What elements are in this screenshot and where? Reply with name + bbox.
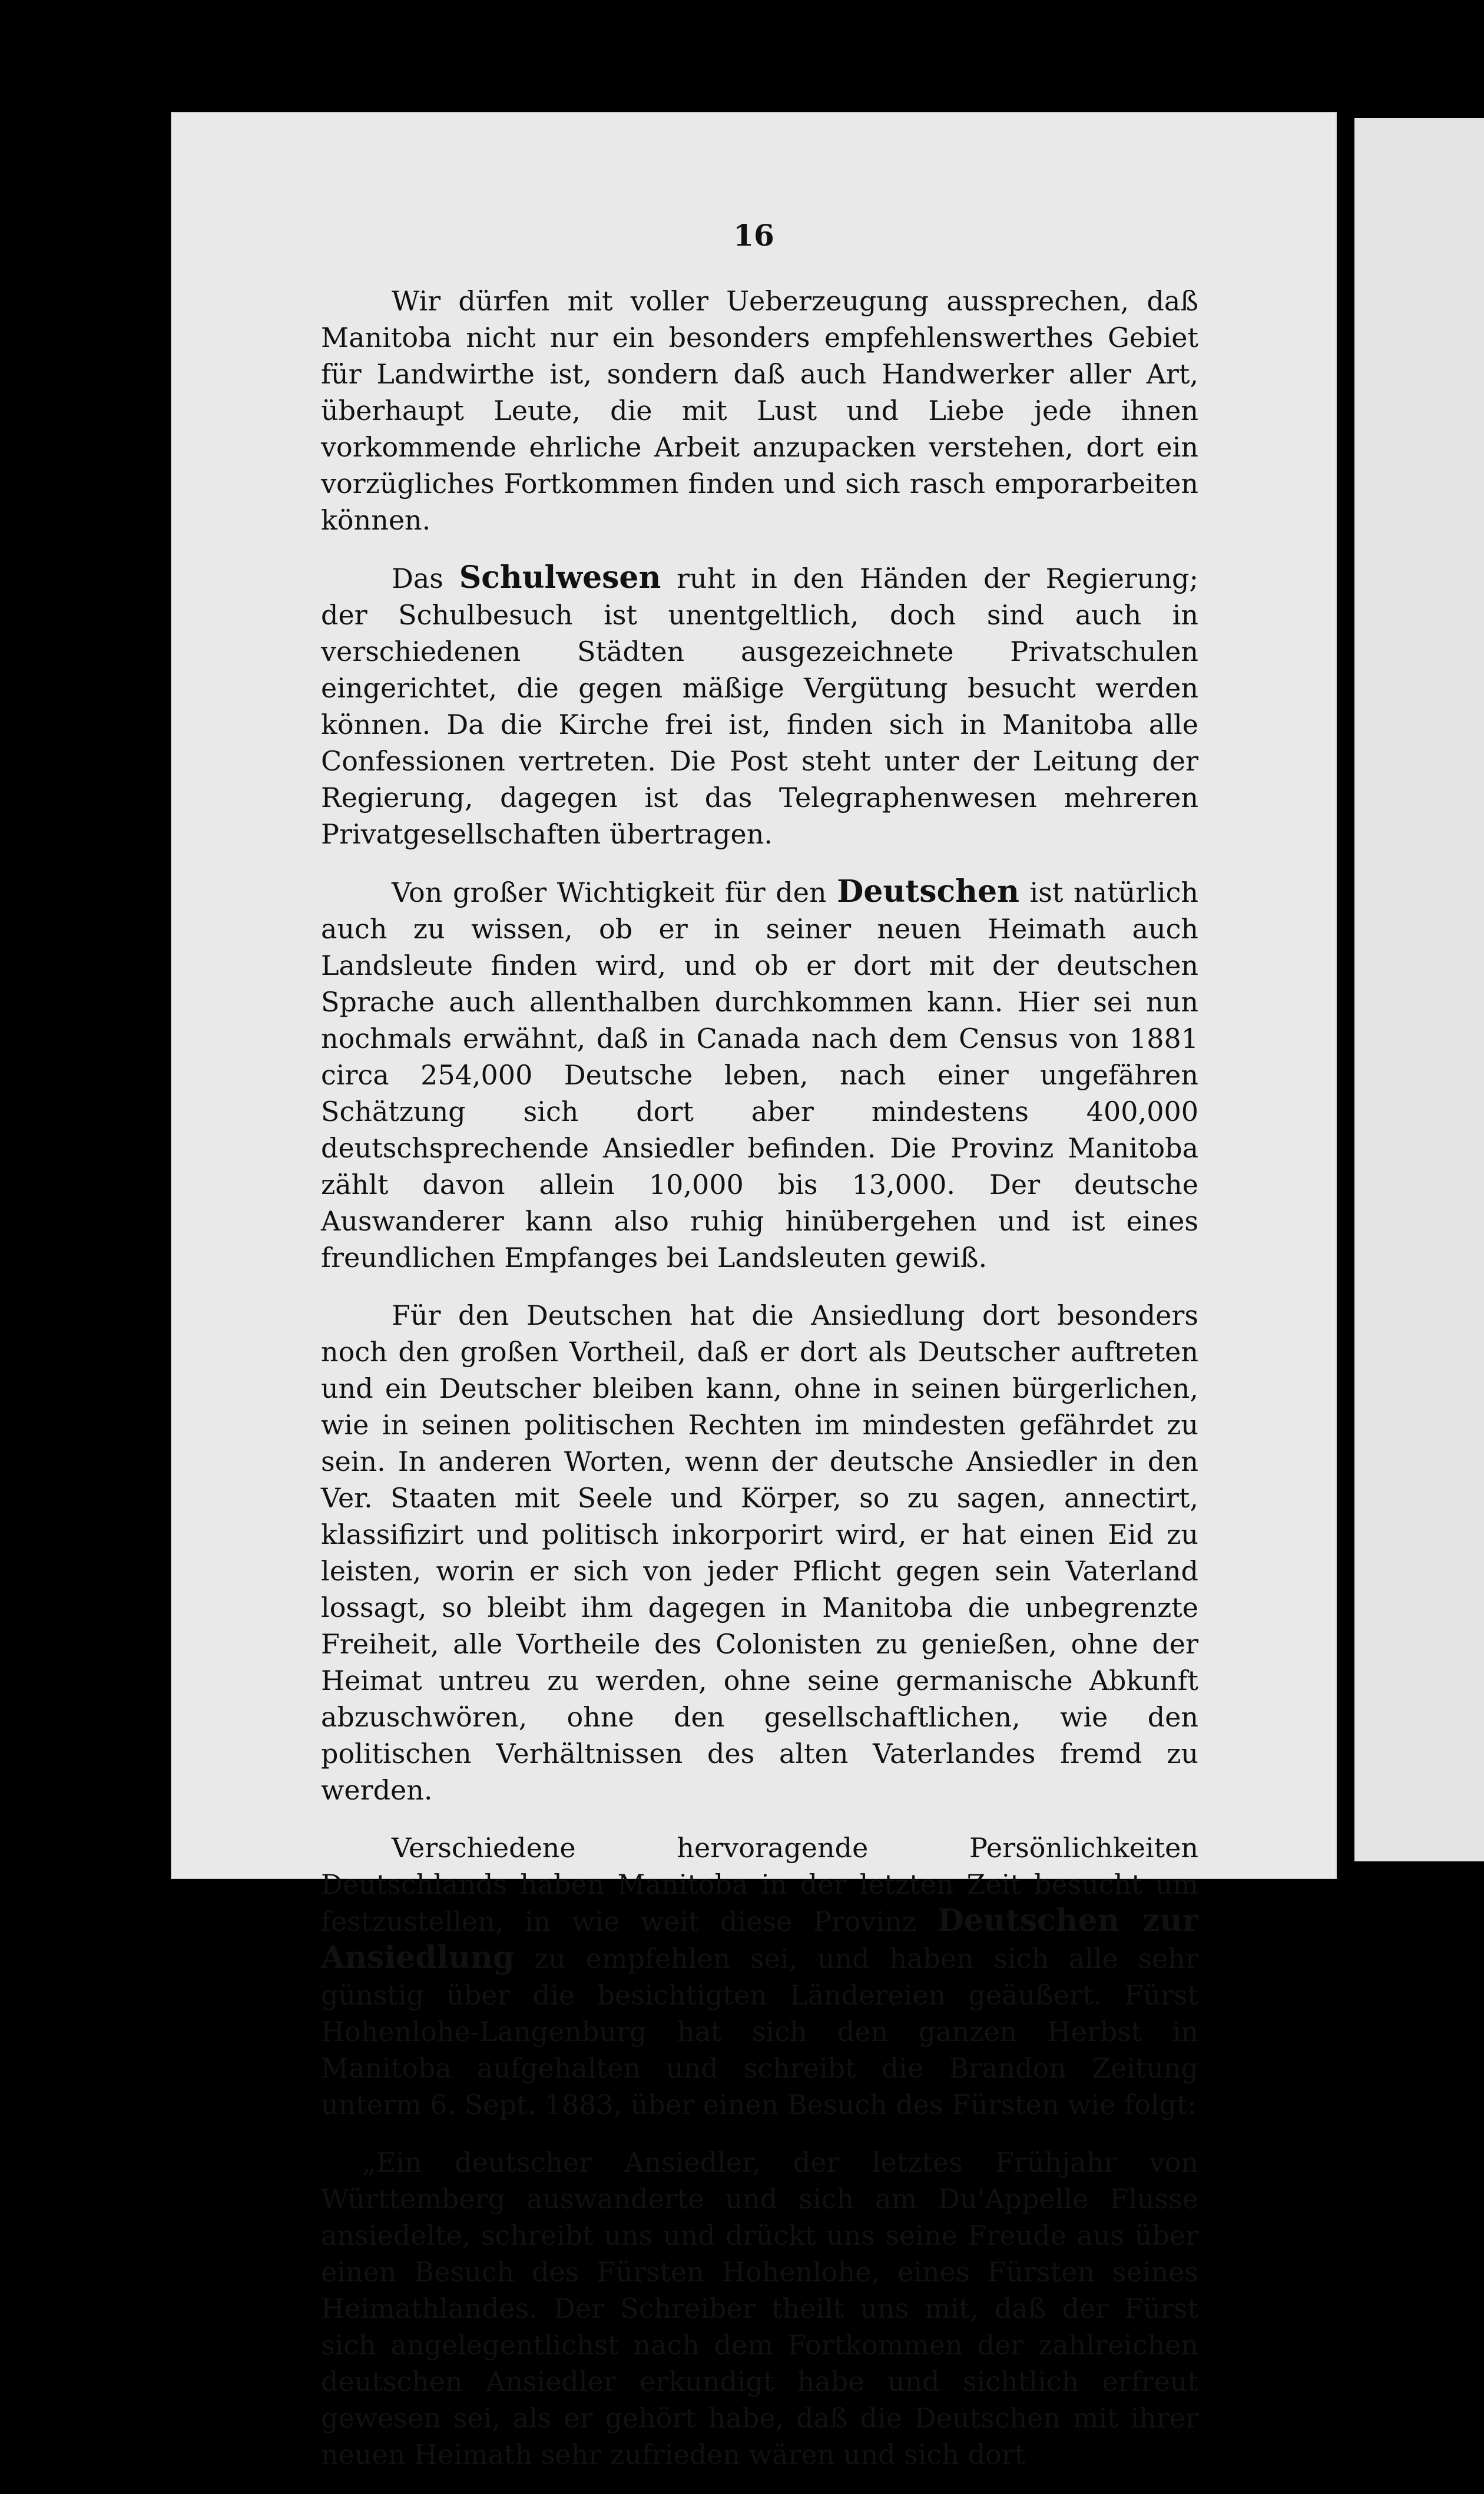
page-text (321, 283, 1198, 2494)
paragraph-1-text: Wir dürfen mit voller Ueberzeugung aussprechen, daß Manitoba nicht nur ein besonders empfehlenswerthes Gebiet für Landwirthe ist, sondern daß auch Handwerker aller Art, überhaupt Leute, die mit Lust und Liebe jede ihnen vorkommende ehrliche Arbeit anzupacken verstehen, dort ein vorzügliches Fortkommen finden und sich rasch emporarbeiten können. (321, 285, 1198, 536)
paragraph-2 (321, 560, 1198, 852)
paragraph-2-text-b: ruht in den Händen der Regierung; der Schulbesuch ist unentgeltlich, doch sind auch in verschiedenen Städten ausgezeichnete Privatschulen eingerichtet, die gegen mäßige Vergütung besucht werden können. Da die Kirche frei ist, finden sich in Manitoba alle Confessionen vertreten. Die Post steht unter der Leitung der Regierung, dagegen ist das Telegraphenwesen mehreren Privatgesellschaften übertragen. (321, 563, 1198, 850)
paragraph-5-text-a: Verschiedene hervoragende Persönlichkeiten Deutschlands haben Manitoba in der letzten Zeit besucht um festzustellen, in wie weit diese Provinz (321, 1832, 1198, 1937)
paragraph-3-text-a: Von großer Wichtigkeit für den (392, 876, 837, 908)
paragraph-5-text-b: zu empfehlen sei, und haben sich alle sehr günstig über die besichtigten Ländereien geäußert. Fürst Hohenlohe-Langenburg hat sich den ganzen Herbst in Manitoba aufgehalten und schreibt die Brandon Zeitung unterm 6. Sept. 1883, über einen Besuch des Fürsten wie folgt: (321, 1943, 1198, 2121)
emphasis-schulwesen: Schulwesen (459, 560, 661, 596)
emphasis-deutschen: Deutschen (837, 874, 1019, 909)
paragraph-3 (321, 874, 1198, 1276)
paragraph-5 (321, 1830, 1198, 2123)
paragraph-2-text-a: Das (392, 563, 459, 594)
emphasis-deutschen-zur-ansiedlung: Deutschen zur Ansiedlung (321, 1903, 1198, 1976)
quote-text: „Ein deutscher Ansiedler, der letztes Frühjahr von Württemberg auswanderte und sich am Du'Appelle Flusse ansiedelte, schreibt uns und drückt uns seine Freude aus über einen Besuch des Fürsten Hohenlohe, eines Fürsten seines Heimathlandes. Der Schreiber theilt uns mit, daß der Fürst sich angelegentlichst nach dem Fortkommen der zahlreichen deutschen Ansiedler erkundigt habe und sichtlich erfreut gewesen sei, als er gehört habe, daß die Deutschen mit ihrer neuen Heimath sehr zufrieden wären und sich dort (321, 2146, 1198, 2470)
paragraph-4-text: Für den Deutschen hat die Ansiedlung dort besonders noch den großen Vortheil, daß er dort als Deutscher auftreten und ein Deutscher bleiben kann, ohne in seinen bürgerlichen, wie in seinen politischen Rechten im mindesten gefährdet zu sein. In anderen Worten, wenn der deutsche Ansiedler in den Ver. Staaten mit Seele und Körper, so zu sagen, annectirt, klassifizirt und politisch inkorporirt wird, er hat einen Eid zu leisten, worin er sich von jeder Pflicht gegen sein Vaterland lossagt, so bleibt ihm dagegen in Manitoba die unbegrenzte Freiheit, alle Vortheile des Colonisten zu genießen, ohne der Heimat untreu zu werden, ohne seine germanische Abkunft abzuschwören, ohne den gesellschaftlichen, wie den politischen Verhältnissen des alten Vaterlandes fremd zu werden. (321, 1299, 1198, 1806)
paragraph-4 (321, 1297, 1198, 1808)
adjacent-page-edge (1354, 118, 1484, 1861)
paragraph-1 (321, 283, 1198, 538)
page-number: 16 (733, 218, 774, 253)
book-page (171, 112, 1337, 2470)
paragraph-quote (321, 2144, 1198, 2473)
paragraph-3-text-b: ist natürlich auch zu wissen, ob er in seiner neuen Heimath auch Landsleute finden wird, und ob er dort mit der deutschen Sprache auch allenthalben durchkommen kann. Hier sei nun nochmals erwähnt, daß in Canada nach dem Census von 1881 circa 254,000 Deutsche leben, nach einer ungefähren Schätzung sich dort aber mindestens 400,000 deutschsprechende Ansiedler befinden. Die Provinz Manitoba zählt davon allein 10,000 bis 13,000. Der deutsche Auswanderer kann also ruhig hinübergehen und ist eines freundlichen Empfanges bei Landsleuten gewiß. (321, 876, 1198, 1274)
